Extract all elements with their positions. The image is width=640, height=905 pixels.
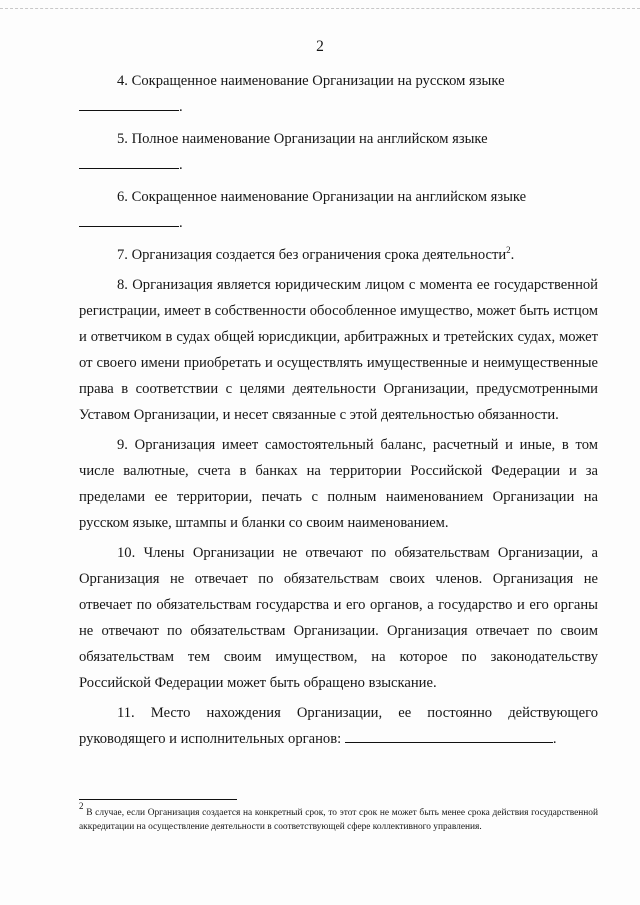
page-number: 2 [316, 38, 324, 55]
item-5-number: 5. [117, 131, 128, 147]
item-4-number: 4. [117, 73, 128, 89]
item-6-number: 6. [117, 189, 128, 205]
footnote [79, 801, 598, 834]
footnote-ref: 2 [506, 245, 511, 255]
item-5: 5. Полное наименование Организации на английском языке . [79, 126, 598, 178]
item-5-text: Полное наименование Организации на английском языке [131, 131, 488, 147]
paragraph-9: 9. Организация имеет самостоятельный баланс, расчетный и иные, в том числе валютные, счета в банках на территории Российской Федерации и за пределами ее территории, печать с полным наименованием Организации на русском языке, штампы и бланки со своим наименованием. [79, 437, 598, 531]
item-6-blank [79, 212, 179, 227]
item-5-blank [79, 154, 179, 169]
footnote-mark: 2 [79, 801, 84, 811]
item-4-blank [79, 96, 179, 111]
footnote-text: В случае, если Организация создается на конкретный срок, то этот срок не может быть менее срока действия государственной аккредитации на осуществление деятельности в соответствующей сфере коллективного управления. [79, 808, 598, 832]
item-6-text: Сокращенное наименование Организации на английском языке [131, 189, 527, 205]
item-4-text: Сокращенное наименование Организации на русском языке [131, 73, 505, 89]
paragraph-11: 11. Место нахождения Организации, ее постоянно действующего руководящего и исполнительных органов: . [79, 705, 598, 747]
paragraph-7: 7. Организация создается без ограничения срока деятельности$^2$. [117, 245, 515, 263]
paragraph-10: 10. Члены Организации не отвечают по обязательствам Организации, а Организация не отвечает по обязательствам своих членов. Организация не отвечает по обязательствам государства и его органов, а государство и его органы не отвечают по обязательствам Организации. Организация отвечает по своим обязательствам тем своим имуществом, на которое по законодательству Российской Федерации может быть обращено взыскание. [79, 545, 598, 691]
item-6: 6. Сокращенное наименование Организации на английском языке . [79, 184, 598, 236]
location-blank [345, 728, 553, 743]
footnote-separator [79, 799, 237, 800]
item-4: 4. Сокращенное наименование Организации на русском языке . [79, 68, 598, 120]
document-body [79, 68, 598, 758]
page-top-border [0, 0, 640, 9]
paragraph-8: 8. Организация является юридическим лицом с момента ее государственной регистрации, имеет в собственности обособленное имущество, может быть истцом и ответчиком в судах общей юрисдикции, арбитражных и третейских судах, может от своего имени приобретать и осуществлять имущественные и неимущественные права в соответствии с целями деятельности Организации, предусмотренными Уставом Организации, и несет связанные с этой деятельностью обязанности. [79, 277, 598, 423]
